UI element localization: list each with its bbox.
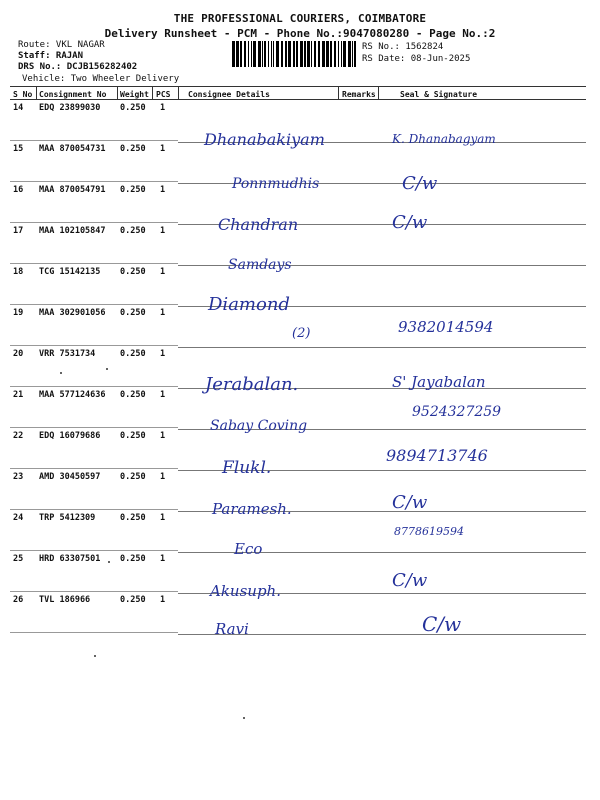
vehicle-label: Vehicle: Two Wheeler Delivery [22, 74, 180, 84]
handwritten-signature: 8778619594 [394, 525, 464, 538]
barcode-bar [288, 41, 291, 67]
barcode-bar [281, 41, 283, 67]
col-divider [36, 87, 37, 99]
row-weight: 0.250 [120, 185, 146, 195]
col-divider [178, 87, 179, 99]
handwritten-signature: C/w [392, 570, 428, 591]
barcode-bar [264, 41, 266, 67]
row-weight: 0.250 [120, 513, 146, 523]
row-divider [10, 632, 178, 633]
col-remarks: Remarks [342, 90, 376, 99]
row-consignment: MAA 577124636 [39, 390, 106, 400]
handwritten-signature: C/w [392, 212, 428, 233]
row-sno: 26 [13, 595, 24, 605]
barcode-bar [268, 41, 269, 67]
row-sno: 23 [13, 472, 24, 482]
handwritten-consignee: Sabay Coving [210, 418, 308, 434]
row-pcs: 1 [160, 349, 166, 359]
row-pcs: 1 [160, 185, 166, 195]
handwritten-signature: S' Jayabalan [392, 373, 486, 391]
row-consignment: MAA 102105847 [39, 226, 106, 236]
handwritten-consignee: (2) [292, 326, 311, 341]
row-pcs: 1 [160, 144, 166, 154]
row-consignment: AMD 30450597 [39, 472, 101, 482]
col-weight: Weight [120, 90, 149, 99]
row-sno: 20 [13, 349, 24, 359]
row-weight: 0.250 [120, 472, 146, 482]
runsheet-subtitle: Delivery Runsheet - PCM - Phone No.:9047080280 - Page No.:2 [104, 27, 496, 40]
barcode-bar [326, 41, 329, 67]
col-sno: S No [13, 90, 33, 99]
barcode-bar [322, 41, 325, 67]
barcode-bar [253, 41, 256, 67]
handwritten-signature: C/w [402, 173, 438, 194]
barcode-bar [348, 41, 351, 67]
row-consignment: MAA 870054731 [39, 144, 106, 154]
row-weight: 0.250 [120, 349, 146, 359]
barcode-bar [314, 41, 316, 67]
row-weight: 0.250 [120, 267, 146, 277]
col-divider [117, 87, 118, 99]
company-title: THE PROFESSIONAL COURIERS, COIMBATORE [173, 12, 427, 25]
table-row [10, 592, 586, 633]
row-weight: 0.250 [120, 103, 146, 113]
barcode-bar [352, 41, 353, 67]
row-sno: 14 [13, 103, 24, 113]
barcode-bar [307, 41, 310, 67]
row-pcs: 1 [160, 554, 166, 564]
barcode-bar [271, 41, 272, 67]
handwritten-consignee: Dhanabakiyam [204, 130, 325, 149]
barcode-bar [354, 41, 356, 67]
row-pcs: 1 [160, 103, 166, 113]
stray-mark [94, 655, 96, 657]
barcode-bar [293, 41, 295, 67]
col-seal: Seal & Signature [400, 90, 478, 99]
barcode-bar [311, 41, 312, 67]
barcode-bar [341, 41, 342, 67]
table-row [10, 428, 586, 469]
barcode-bar [338, 41, 339, 67]
row-consignment: TVL 186966 [39, 595, 91, 605]
table-row [10, 551, 586, 592]
barcode-bar [334, 41, 336, 67]
row-pcs: 1 [160, 431, 166, 441]
handwritten-consignee: Samdays [228, 257, 292, 273]
table-row [10, 510, 586, 551]
row-weight: 0.250 [120, 431, 146, 441]
row-pcs: 1 [160, 226, 166, 236]
barcode-bar [330, 41, 332, 67]
stray-mark [108, 561, 110, 563]
rs-date: RS Date: 08-Jun-2025 [362, 54, 471, 64]
handwritten-signature: 9382014594 [398, 318, 494, 336]
row-weight: 0.250 [120, 144, 146, 154]
barcode-bar [296, 41, 298, 67]
row-consignment: MAA 870054791 [39, 185, 106, 195]
barcode-bar [273, 41, 274, 67]
stray-mark [60, 372, 62, 374]
row-sno: 17 [13, 226, 24, 236]
barcode-bar [232, 41, 235, 67]
barcode-bar [251, 41, 252, 67]
handwritten-signature: C/w [422, 612, 462, 636]
handwritten-consignee: Ponnmudhis [232, 176, 320, 192]
col-consignee: Consignee Details [188, 90, 270, 99]
handwritten-consignee: Paramesh. [212, 500, 292, 518]
barcode-bar [236, 41, 239, 67]
barcode-bar [258, 41, 261, 67]
handwritten-signature: 9524327259 [412, 404, 502, 420]
row-weight: 0.250 [120, 595, 146, 605]
row-consignment: EDQ 16079686 [39, 431, 101, 441]
row-consignment: HRD 63307501 [39, 554, 101, 564]
row-weight: 0.250 [120, 226, 146, 236]
barcode-bar [300, 41, 303, 67]
row-sno: 15 [13, 144, 24, 154]
stray-mark [106, 368, 108, 370]
handwritten-signature: C/w [392, 492, 428, 513]
row-pcs: 1 [160, 390, 166, 400]
barcode-bar [262, 41, 263, 67]
header-top-rule [10, 86, 586, 87]
handwritten-signature: 9894713746 [386, 446, 488, 465]
route-label: Route: VKL NAGAR [18, 40, 105, 50]
barcode-bar [343, 41, 346, 67]
row-consignment: EDQ 23899030 [39, 103, 101, 113]
col-consignment: Consignment No [39, 90, 107, 99]
row-pcs: 1 [160, 308, 166, 318]
row-sno: 18 [13, 267, 24, 277]
drs-number: DRS No.: DCJB156282402 [18, 62, 138, 72]
rs-info [362, 41, 470, 65]
row-pcs: 1 [160, 595, 166, 605]
row-consignment: TRP 5412309 [39, 513, 96, 523]
barcode-bar [240, 41, 242, 67]
barcode-bar [276, 41, 279, 67]
row-sno: 16 [13, 185, 24, 195]
barcode-bar [304, 41, 306, 67]
row-pcs: 1 [160, 472, 166, 482]
row-weight: 0.250 [120, 308, 146, 318]
row-sno: 21 [13, 390, 24, 400]
row-sno: 24 [13, 513, 24, 523]
handwritten-consignee: Flukl. [222, 458, 272, 478]
row-sno: 22 [13, 431, 24, 441]
rs-number: RS No.: 1562824 [362, 42, 444, 52]
row-sno: 19 [13, 308, 24, 318]
handwritten-consignee: Eco [234, 540, 263, 558]
barcode-bar [244, 41, 246, 67]
row-consignment: VRR 7531734 [39, 349, 96, 359]
barcode-image [232, 41, 356, 67]
row-pcs: 1 [160, 267, 166, 277]
table-row [10, 469, 586, 510]
handwritten-consignee: Jerabalan. [205, 374, 299, 395]
row-weight: 0.250 [120, 390, 146, 400]
handwritten-consignee: Chandran [218, 215, 299, 234]
table-row [10, 223, 586, 264]
staff-label: Staff: RAJAN [18, 51, 84, 61]
row-pcs: 1 [160, 513, 166, 523]
barcode-bar [248, 41, 249, 67]
row-weight: 0.250 [120, 554, 146, 564]
table-row [10, 264, 586, 305]
barcode-bar [318, 41, 320, 67]
handwritten-signature: K. Dhanabagyam [392, 132, 496, 146]
col-pcs: PCS [156, 90, 171, 99]
col-divider [378, 87, 379, 99]
barcode-bar [285, 41, 287, 67]
handwritten-consignee: Diamond [208, 294, 290, 315]
row-sno: 25 [13, 554, 24, 564]
row-consignment: MAA 302901056 [39, 308, 106, 318]
col-divider [338, 87, 339, 99]
col-divider [152, 87, 153, 99]
handwritten-consignee: Ravi [215, 620, 249, 638]
handwritten-consignee: Akusuph. [210, 582, 281, 600]
row-consignment: TCG 15142135 [39, 267, 101, 277]
stray-mark [243, 717, 245, 719]
